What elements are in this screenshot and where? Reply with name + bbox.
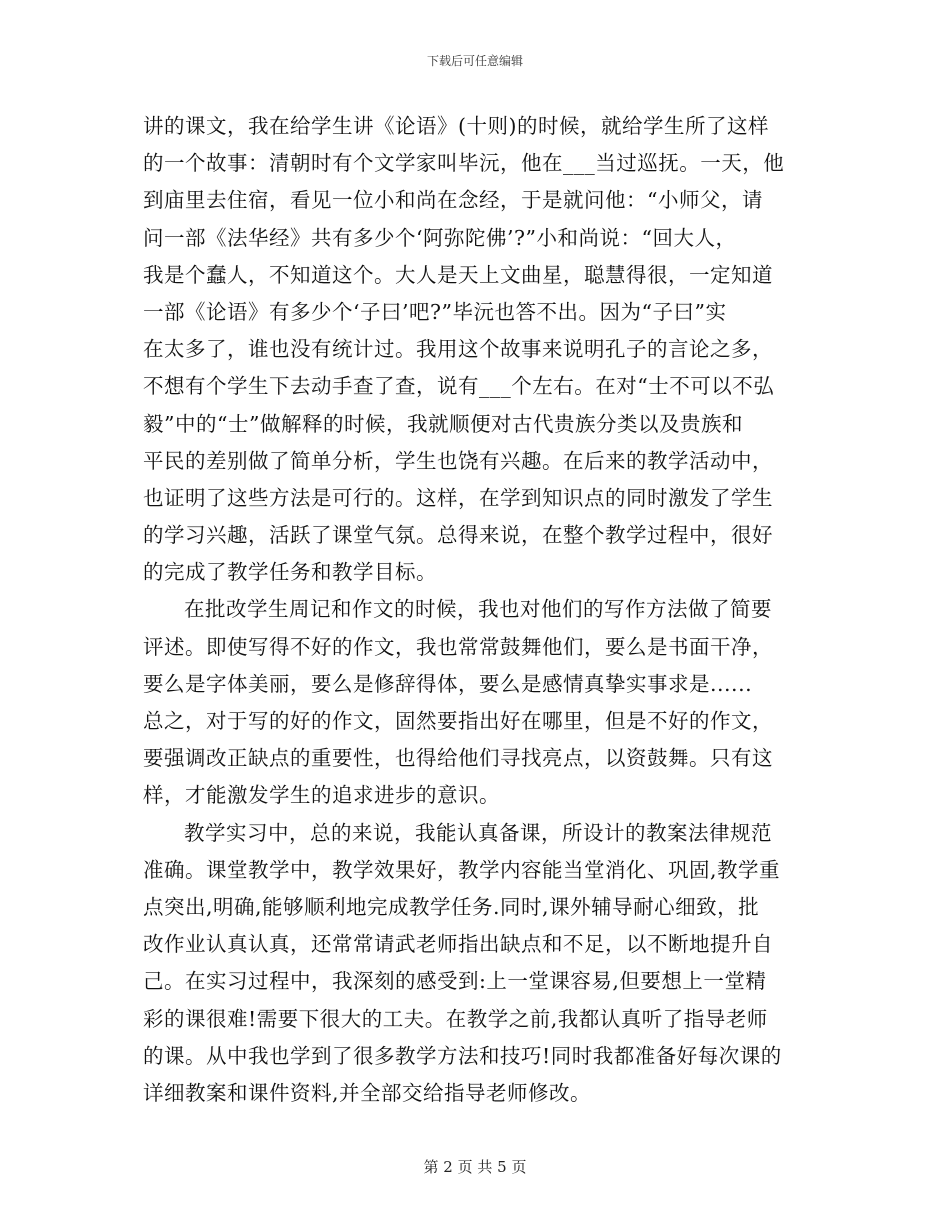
paragraph-line: 讲的课文，我在给学生讲《论语》(十则)的时候，就给学生所了这样	[143, 114, 769, 138]
paragraph-line: 在太多了，谁也没有统计过。我用这个故事来说明孔子的言论之多，	[143, 337, 773, 362]
paragraph-line: 毅”中的“士”做解释的时候，我就顺便对古代贵族分类以及贵族和	[143, 411, 743, 436]
paragraph-line: 准确。课堂教学中，教学效果好，教学内容能当堂消化、巩固,教学重	[143, 857, 781, 882]
paragraph-line: 问一部《法华经》共有多少个‘阿弥陀佛’?”小和尚说：“回大人，	[143, 225, 737, 250]
paragraph-line: 的完成了教学任务和教学目标。	[143, 560, 437, 585]
paragraph-line: 评述。即使写得不好的作文，我也常常鼓舞他们，要么是书面干净，	[143, 634, 773, 659]
paragraph-3	[143, 815, 807, 1113]
paragraph-line: 己。在实习过程中，我深刻的感受到:上一堂课容易,但要想上一堂精	[143, 969, 767, 994]
paragraph-line: 要强调改正缺点的重要性，也得给他们寻找亮点，以资鼓舞。只有这	[143, 746, 773, 771]
paragraph-line: 样，才能激发学生的追求进步的意识。	[143, 783, 500, 808]
paragraph-line: 在批改学生周记和作文的时候，我也对他们的写作方法做了简要	[184, 597, 772, 622]
paragraph-2	[143, 591, 807, 814]
paragraph-line: 不想有个学生下去动手查了查，说有___个左右。在对“士不可以不弘	[143, 374, 775, 399]
paragraph-line: 彩的课很难!需要下很大的工夫。在教学之前,我都认真听了指导老师	[143, 1006, 768, 1031]
page-header: 下载后可任意编辑	[426, 54, 523, 68]
paragraph-line: 点突出,明确,能够顺利地完成教学任务.同时,课外辅导耐心细致，批	[143, 894, 760, 919]
paragraph-line: 教学实习中，总的来说，我能认真备课，所设计的教案法律规范	[184, 820, 772, 845]
paragraph-line: 要么是字体美丽，要么是修辞得体，要么是感情真挚实事求是......	[143, 671, 753, 696]
paragraph-line: 的一个故事：清朝时有个文学家叫毕沅，他在___当过巡抚。一天，他	[143, 151, 785, 176]
document-body	[143, 108, 807, 1112]
paragraph-line: 也证明了这些方法是可行的。这样，在学到知识点的同时激发了学生	[143, 485, 773, 510]
paragraph-line: 平民的差别做了简单分析，学生也饶有兴趣。在后来的教学活动中，	[143, 448, 773, 473]
page-number: 第 2 页 共 5 页	[423, 1158, 527, 1176]
paragraph-line: 总之，对于写的好的作文，固然要指出好在哪里，但是不好的作文，	[143, 709, 773, 733]
paragraph-line: 改作业认真认真，还常常请武老师指出缺点和不足，以不断地提升自	[143, 932, 773, 957]
paragraph-line: 的课。从中我也学到了很多教学方法和技巧!同时我都准备好每次课的	[143, 1043, 782, 1068]
paragraph-line: 一部《论语》有多少个‘子曰’吧?”毕沅也答不出。因为“子曰”实	[143, 299, 727, 324]
paragraph-line: 详细教案和课件资料,并全部交给指导老师修改。	[143, 1080, 592, 1105]
paragraph-line: 到庙里去住宿，看见一位小和尚在念经，于是就问他：“小师父，请	[143, 188, 763, 213]
paragraph-line: 的学习兴趣，活跃了课堂气氛。总得来说，在整个教学过程中，很好	[143, 523, 773, 548]
paragraph-1	[143, 108, 807, 591]
paragraph-line: 我是个蠢人，不知道这个。大人是天上文曲星，聪慧得很，一定知道	[143, 262, 773, 287]
